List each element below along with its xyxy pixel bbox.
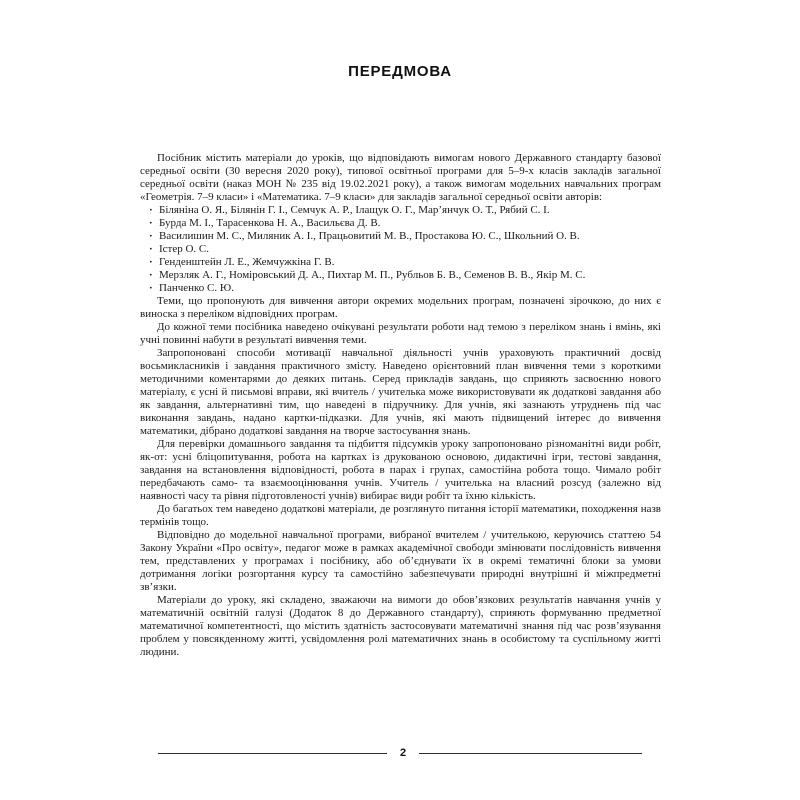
authors-list-item bbox=[140, 282, 661, 295]
page-body bbox=[140, 152, 661, 659]
page-title: ПЕРЕДМОВА bbox=[348, 63, 452, 80]
body-paragraph: Відповідно до модельної навчальної програми, вибраної вчителем / учителькою, керуючись статтею 54 Закону України «Про освіту», педагог може в рамках академічної свободи змінювати послідовність вивчення тем, представлених у програмах і посібнику, або об’єднувати їх в окремі тематичні блоки за умови дотримання логіки розгортання курсу та самостійно забезпечувати природні внутрішні й міжпредметні зв’язки. bbox=[140, 529, 661, 593]
authors-list-item-text: Панченко С. Ю. bbox=[159, 282, 234, 294]
authors-list-item-text: Генденштейн Л. Е., Жемчужкіна Г. В. bbox=[159, 256, 335, 268]
body-paragraph: Для перевірки домашнього завдання та підбиття підсумків уроку запропоновано різноманітні види робіт, як-от: усні бліцопитування, робота на картках із друкованою основою, дидактичні ігри, тестові завдання, завдання на встановлення відповідності, робота в парах і групах, самостійна робота тощо. Чимало робіт передбачають само- та взаємооцінювання учнів. Учитель / учителька на власний розсуд (залежно від наявності часу та рівня підготовленості учнів) вибирає види робіт та їхню кількість. bbox=[140, 438, 661, 502]
page-number: 2 bbox=[399, 747, 407, 759]
authors-list-item-text: Мерзляк А. Г., Номіровський Д. А., Пихтар М. П., Рубльов Б. В., Семенов В. В., Якір М. С. bbox=[159, 269, 586, 281]
authors-list-item bbox=[140, 243, 661, 256]
bullet-icon: · bbox=[149, 269, 153, 281]
authors-list-item bbox=[140, 269, 661, 282]
footer-rule-left bbox=[158, 753, 387, 754]
authors-list-item bbox=[140, 230, 661, 243]
authors-list bbox=[140, 204, 661, 295]
authors-list-item bbox=[140, 256, 661, 269]
bullet-icon: · bbox=[149, 230, 153, 242]
bullet-icon: · bbox=[149, 243, 153, 255]
authors-list-item-text: Василишин М. С., Миляник А. І., Працьовитий М. В., Простакова Ю. С., Школьний О. В. bbox=[159, 230, 580, 242]
authors-list-item-text: Бурда М. І., Тарасенкова Н. А., Васильєва Д. В. bbox=[159, 217, 381, 229]
bullet-icon: · bbox=[149, 217, 153, 229]
body-paragraph: Запропоновані способи мотивації навчальної діяльності учнів ураховують практичний досвід восьмикласників і завдання практичного змісту. Наведено орієнтовний план вивчення теми з короткими методичними коментарями до деяких питань. Серед прикладів завдань, що сприяють засвоєнню нового матеріалу, є усні й письмові вправи, які вчитель / учителька може використовувати як додаткові завдання або як завдання, альтернативні тим, що наведені в підручнику. Для учнів, які зазнають утруднень під час виконання завдань, надано картки-підказки. Для учнів, які мають підвищений інтерес до вивчення математики, дібрано додаткові завдання на творче застосування знань. bbox=[140, 347, 661, 437]
authors-list-item-text: Біляніна О. Я., Білянін Г. І., Семчук А. Р., Ілащук О. Г., Мар’янчук О. Т., Рябий С. І. bbox=[159, 204, 550, 216]
authors-list-item-text: Істер О. С. bbox=[159, 243, 210, 255]
bullet-icon: · bbox=[149, 256, 153, 268]
page-footer bbox=[0, 748, 800, 759]
body-paragraph: Теми, що пропонують для вивчення автори окремих модельних програм, позначені зірочкою, до них є виноска з переліком відповідних програм. bbox=[140, 295, 661, 320]
intro-paragraph: Посібник містить матеріали до уроків, що відповідають вимогам нового Державного стандарту базової середньої освіти (30 вересня 2020 року), типової освітньої програми для 5–9-х класів закладів загальної середньої освіти (наказ МОН № 235 від 19.02.2021 року), а також вимогам модельних навчальних програм «Геометрія. 7–9 класи» і «Математика. 7–9 класи» для закладів загальної середньої освіти авторів: bbox=[140, 152, 661, 203]
bullet-icon: · bbox=[149, 282, 153, 294]
authors-list-item bbox=[140, 217, 661, 230]
body-paragraph: До багатьох тем наведено додаткові матеріали, де розглянуто питання історії математики, походження назв термінів тощо. bbox=[140, 503, 661, 528]
body-paragraph: До кожної теми посібника наведено очікувані результати роботи над темою з переліком знань і вмінь, які учні повинні набути в результаті вивчення теми. bbox=[140, 321, 661, 346]
body-paragraph: Матеріали до уроку, які складено, зважаючи на вимоги до обов’язкових результатів навчання учнів у математичній освітній галузі (Додаток 8 до Державного стандарту), сприяють формуванню предметної математичної компетентності, що містить здатність застосовувати математичні знання під час розв’язування проблем у повсякденному житті, усвідомлення ролі математичних знань в особистому та суспільному житті людини. bbox=[140, 594, 661, 658]
authors-list-item bbox=[140, 204, 661, 217]
bullet-icon: · bbox=[149, 204, 153, 216]
footer-rule-right bbox=[419, 753, 642, 754]
